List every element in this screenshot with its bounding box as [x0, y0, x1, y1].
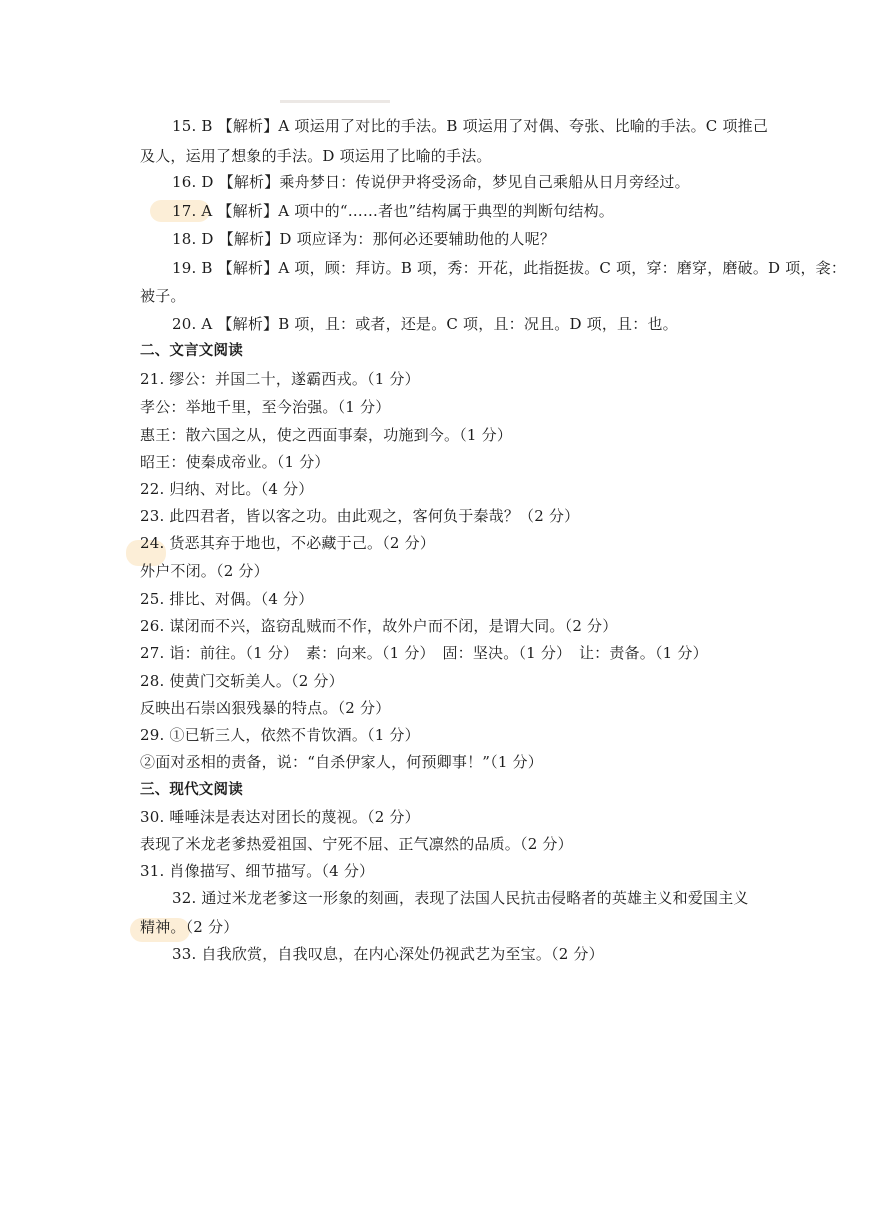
answer-q25: 25. 排比、对偶。（4 分）	[140, 590, 314, 608]
answer-q16: 16. D 【解析】乘舟梦日：传说伊尹将受汤命，梦见自己乘船从日月旁经过。	[172, 173, 690, 191]
answer-q15-line2: 及人，运用了想象的手法。D 项运用了比喻的手法。	[140, 147, 492, 165]
answer-q17: 17. A 【解析】A 项中的“……者也”结构属于典型的判断句结构。	[172, 202, 614, 220]
answer-q29-a: 29. ①已斩三人，依然不肯饮酒。（1 分）	[140, 726, 420, 744]
section-heading-modern: 三、现代文阅读	[140, 782, 243, 798]
answer-q18: 18. D 【解析】D 项应译为：那何必还要辅助他的人呢？	[172, 230, 556, 248]
answer-q32-line1: 32. 通过米龙老爹这一形象的刻画，表现了法国人民抗击侵略者的英雄主义和爱国主义	[172, 889, 749, 907]
answer-q29-b: ②面对丞相的责备，说：“自杀伊家人，何预卿事！”（1 分）	[140, 753, 543, 771]
answer-q26: 26. 谋闭而不兴，盗窃乱贼而不作，故外户而不闭，是谓大同。（2 分）	[140, 617, 618, 635]
answer-q30-b: 表现了米龙老爹热爱祖国、宁死不屈、正气凛然的品质。（2 分）	[140, 835, 573, 853]
scan-mark	[280, 100, 390, 103]
answer-q19-line2: 被子。	[140, 287, 186, 305]
answer-q21-c: 惠王：散六国之从，使之西面事秦，功施到今。（1 分）	[140, 426, 513, 444]
answer-q19-line1: 19. B 【解析】A 项，顾：拜访。B 项，秀：开花，此指挺拔。C 项，穿：磨穿，磨破。D 项，衾：	[172, 259, 847, 277]
answer-q27: 27. 诣：前往。（1 分） 素：向来。（1 分） 固：坚决。（1 分） 让：责备。（1 分）	[140, 644, 708, 662]
answer-q30-a: 30. 唾唾沫是表达对团长的蔑视。（2 分）	[140, 808, 420, 826]
answer-q15-line1: 15. B 【解析】A 项运用了对比的手法。B 项运用了对偶、夸张、比喻的手法。C 项推己	[172, 117, 769, 135]
answer-q21-d: 昭王：使秦成帝业。（1 分）	[140, 453, 330, 471]
answer-q33: 33. 自我欣赏，自我叹息，在内心深处仍视武艺为至宝。（2 分）	[172, 945, 604, 963]
answer-q22: 22. 归纳、对比。（4 分）	[140, 480, 314, 498]
answer-q28-a: 28. 使黄门交斩美人。（2 分）	[140, 672, 344, 690]
answer-q21-a: 21. 缪公：并国二十，遂霸西戎。（1 分）	[140, 370, 420, 388]
answer-q28-b: 反映出石崇凶狠残暴的特点。（2 分）	[140, 699, 391, 717]
answer-q31: 31. 肖像描写、细节描写。（4 分）	[140, 862, 375, 880]
answer-q21-b: 孝公：举地千里，至今治强。（1 分）	[140, 398, 391, 416]
answer-q24-a: 24. 货恶其弃于地也，不必藏于己。（2 分）	[140, 534, 436, 552]
section-heading-classical: 二、文言文阅读	[140, 343, 243, 359]
answer-q24-b: 外户不闭。（2 分）	[140, 562, 269, 580]
answer-q20: 20. A 【解析】B 项，且：或者，还是。C 项，且：况且。D 项，且：也。	[172, 315, 678, 333]
answer-q23: 23. 此四君者，皆以客之功。由此观之，客何负于秦哉？（2 分）	[140, 507, 580, 525]
answer-q32-line2: 精神。（2 分）	[140, 918, 239, 936]
